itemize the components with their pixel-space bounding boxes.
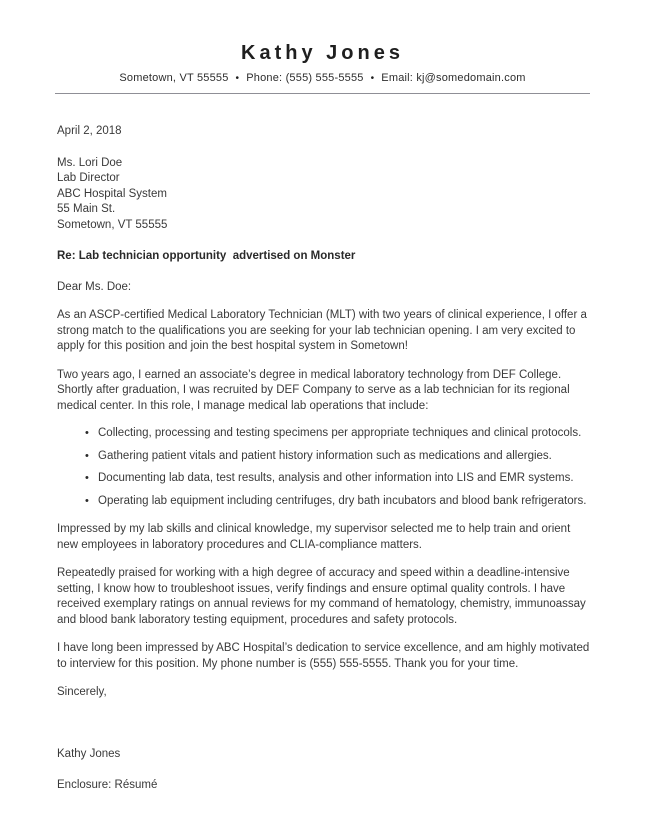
contact-phone: Phone: (555) 555-5555 [246, 72, 364, 84]
page-title: Kathy Jones [241, 42, 404, 64]
list-item [57, 494, 592, 510]
letterhead [0, 0, 645, 94]
bullet-text: Documenting lab data, test results, analysis and other information into LIS and EMR systems. [98, 472, 574, 484]
recipient-city: Sometown, VT 55555 [57, 218, 168, 231]
paragraph-call-to-action: I have long been impressed by ABC Hospital’s dedication to service excellence, and am highly motivated to interview for this position. My phone number is (555) 555-5555. Thank you for your time. [57, 642, 590, 670]
bullet-icon: • [85, 494, 89, 507]
bullet-text: Operating lab equipment including centrifuges, dry bath incubators and blood bank refrigerators. [98, 494, 587, 507]
bullet-icon: • [85, 449, 89, 462]
bullet-text: Gathering patient vitals and patient history information such as medications and allergies. [98, 449, 552, 462]
list-item [57, 426, 592, 442]
contact-location: Sometown, VT 55555 [119, 72, 229, 84]
greeting: Dear Ms. Doe: [57, 280, 132, 293]
date-line: April 2, 2018 [57, 125, 122, 137]
bullet-text: Collecting, processing and testing specimens per appropriate techniques and clinical protocols. [98, 427, 582, 439]
signature: Kathy Jones [57, 747, 121, 760]
paragraph-intro: As an ASCP-certified Medical Laboratory Technician (MLT) with two years of clinical experience, I offer a strong match to the qualifications you are seeking for your lab technician opening. I am very excited to apply for this position and join the best hospital system in Sometown! [57, 309, 587, 352]
header-divider [55, 93, 590, 94]
recipient-address [57, 156, 592, 234]
bullet-list [57, 426, 592, 509]
paragraph-skills: Impressed by my lab skills and clinical knowledge, my supervisor selected me to help train and orient new employees in laboratory procedures and CLIA-compliance matters. [57, 523, 571, 551]
subject-line: Re: Lab technician opportunity advertised on Monster [57, 250, 356, 262]
recipient-title: Lab Director [57, 172, 120, 184]
list-item [57, 471, 592, 487]
paragraph-achievements: Repeatedly praised for working with a high degree of accuracy and speed within a deadline-intensive setting, I know how to troubleshoot issues, verify findings and ensure optimal quality controls. I have received exemplary ratings on annual reviews for my command of hematology, chemistry, immunoassay and blood bank laboratory testing equipment, procedures and safety protocols. [57, 567, 586, 626]
letter-body [57, 124, 592, 794]
closing: Sincerely, [57, 686, 107, 698]
paragraph-background: Two years ago, I earned an associate’s degree in medical laboratory technology from DEF College. Shortly after graduation, I was recruited by DEF Company to serve as a lab technician for its regional medical center. In this role, I manage medical lab operations that include: [57, 368, 570, 412]
contact-line [0, 72, 645, 84]
recipient-name: Ms. Lori Doe [57, 156, 123, 169]
recipient-street: 55 Main St. [57, 203, 116, 215]
recipient-company: ABC Hospital System [57, 187, 167, 200]
list-item [57, 449, 592, 465]
bullet-icon: • [85, 427, 89, 439]
bullet-separator-icon: • [370, 73, 375, 84]
bullet-icon: • [85, 472, 89, 484]
enclosure-note: Enclosure: Résumé [57, 779, 158, 791]
bullet-separator-icon: • [235, 73, 240, 84]
contact-email: Email: kj@somedomain.com [381, 72, 526, 84]
